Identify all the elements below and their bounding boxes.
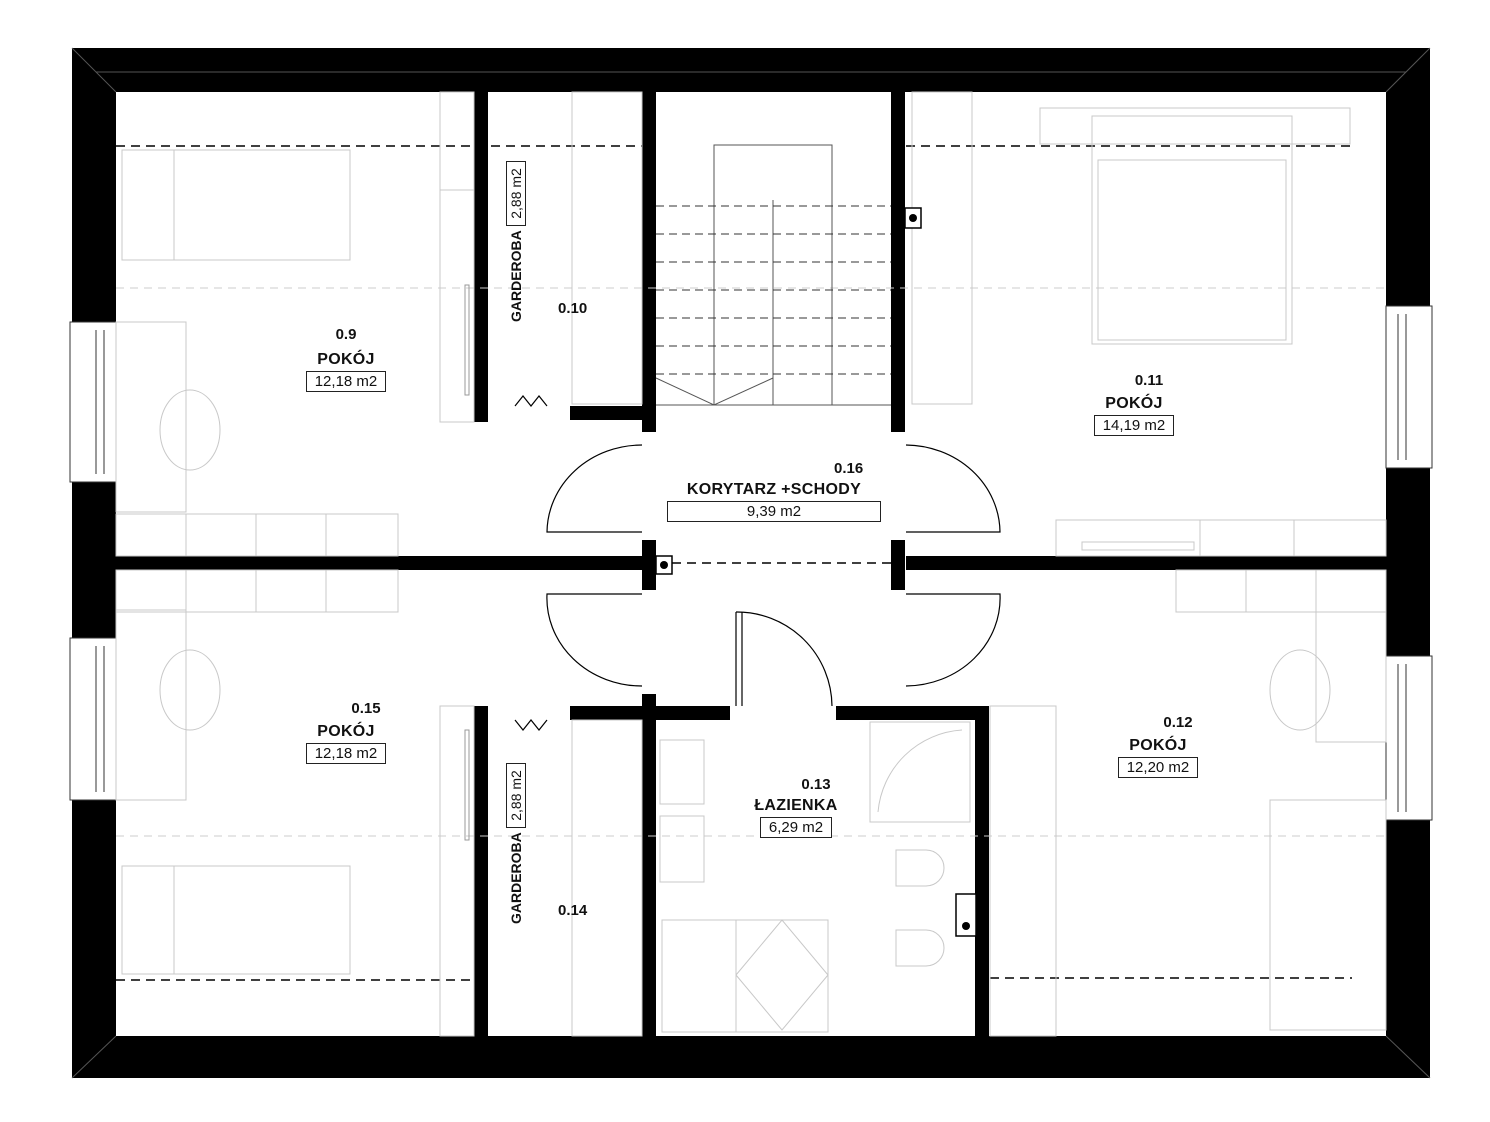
window-0-11 [1386, 306, 1432, 468]
room-0-14-name: GARDEROBA [508, 832, 524, 924]
window-0-12 [1386, 656, 1432, 820]
room-0-16-number: 0.16 [834, 460, 864, 477]
room-0-12-name: POKÓJ [1129, 737, 1187, 754]
folding-door-0-14 [515, 720, 547, 730]
room-0-15-name: POKÓJ [317, 723, 375, 740]
door-0-12 [906, 594, 1000, 686]
room-0-11-number: 0.11 [1134, 372, 1164, 389]
room-0-9-number: 0.9 [335, 326, 357, 343]
room-0-13-number: 0.13 [801, 776, 831, 793]
room-0-12-label [1100, 714, 1216, 778]
room-0-11-name: POKÓJ [1105, 395, 1163, 412]
room-0-11-label [1076, 372, 1192, 436]
room-0-15-number: 0.15 [351, 700, 381, 717]
folding-door-0-10 [515, 396, 547, 406]
window-0-15 [70, 638, 116, 800]
room-0-10-name: GARDEROBA [508, 230, 524, 322]
room-0-15-area: 12,18 m2 [306, 743, 387, 764]
door-0-15 [547, 594, 642, 686]
room-0-16-label [664, 460, 884, 522]
room-0-14-label [506, 763, 526, 924]
room-0-9-area: 12,18 m2 [306, 371, 387, 392]
room-0-13-label [738, 776, 854, 838]
door-0-9 [547, 445, 642, 532]
room-0-13-area: 6,29 m2 [760, 817, 832, 838]
door-0-13 [736, 612, 832, 706]
room-0-12-number: 0.12 [1163, 714, 1193, 731]
room-0-9-label [288, 326, 404, 392]
door-0-11 [906, 445, 1000, 532]
room-0-10-number: 0.10 [558, 300, 588, 317]
room-0-9-name: POKÓJ [317, 351, 375, 368]
room-0-13-name: ŁAZIENKA [754, 797, 838, 814]
room-0-10-area: 2,88 m2 [506, 161, 526, 226]
room-0-16-name: KORYTARZ +SCHODY [686, 481, 862, 498]
room-0-14-area: 2,88 m2 [506, 763, 526, 828]
window-0-9 [70, 322, 116, 482]
room-0-12-area: 12,20 m2 [1118, 757, 1199, 778]
room-0-15-label [288, 700, 404, 764]
room-0-14-number: 0.14 [558, 902, 588, 919]
room-0-16-area: 9,39 m2 [667, 501, 881, 522]
room-0-10-label [506, 161, 526, 322]
room-0-11-area: 14,19 m2 [1094, 415, 1175, 436]
staircase [656, 145, 891, 405]
